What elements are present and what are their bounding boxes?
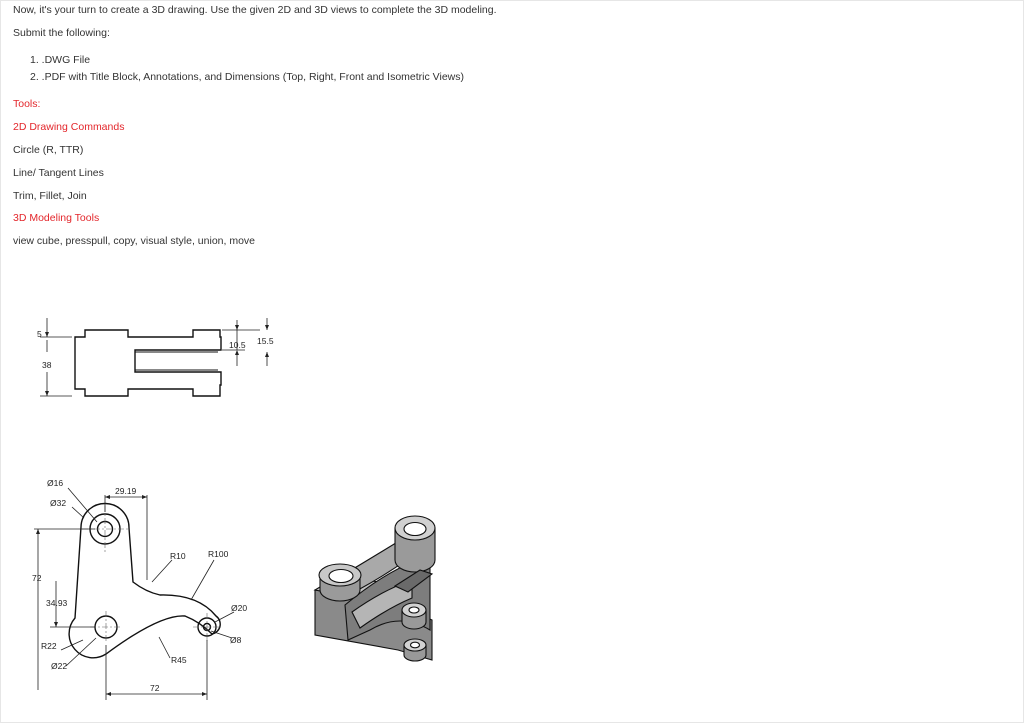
top-view-dimension-arrows <box>45 325 269 396</box>
dim-dia-8: Ø8 <box>230 635 242 645</box>
dim-72-vertical: 72 <box>32 573 42 583</box>
dim-r100: R100 <box>208 549 229 559</box>
tools-heading: Tools: <box>13 98 41 110</box>
front-view-drawing <box>69 504 220 658</box>
dim-34-93: 34.93 <box>46 598 68 608</box>
dim-dia-16: Ø16 <box>47 478 64 488</box>
top-view-dimension-lines <box>40 318 267 396</box>
drawing-command-item: Trim, Fillet, Join <box>13 190 87 202</box>
submit-item: 2. .PDF with Title Block, Annotations, and Dimensions (Top, Right, Front and Isometric Views) <box>30 71 464 83</box>
isometric-model <box>315 516 435 661</box>
modeling-tools-heading: 3D Modeling Tools <box>13 212 100 224</box>
top-dim-38: 38 <box>42 360 52 370</box>
dim-r10: R10 <box>170 551 186 561</box>
dim-72-horizontal: 72 <box>150 683 160 693</box>
front-view-center-lines <box>82 506 221 643</box>
top-dim-5: 5 <box>37 329 42 339</box>
submit-item: 1. .DWG File <box>30 54 91 66</box>
intro-text: Now, it's your turn to create a 3D drawing. Use the given 2D and 3D views to complete the 3D modeling. <box>13 4 497 16</box>
dim-r45: R45 <box>171 655 187 665</box>
top-dim-10-5: 10.5 <box>229 340 246 350</box>
dim-r22: R22 <box>41 641 57 651</box>
top-dim-15-5: 15.5 <box>257 336 274 346</box>
dim-dia-22: Ø22 <box>51 661 68 671</box>
dim-29-19: 29.19 <box>115 486 137 496</box>
dim-dia-20: Ø20 <box>231 603 248 613</box>
drawing-command-item: Line/ Tangent Lines <box>13 167 104 179</box>
submit-text: Submit the following: <box>13 27 110 39</box>
drawing-command-item: Circle (R, TTR) <box>13 144 84 156</box>
dim-dia-32: Ø32 <box>50 498 67 508</box>
modeling-tools-list: view cube, presspull, copy, visual style, union, move <box>13 235 256 247</box>
drawing-commands-heading: 2D Drawing Commands <box>13 121 125 133</box>
top-view-drawing <box>75 330 221 396</box>
